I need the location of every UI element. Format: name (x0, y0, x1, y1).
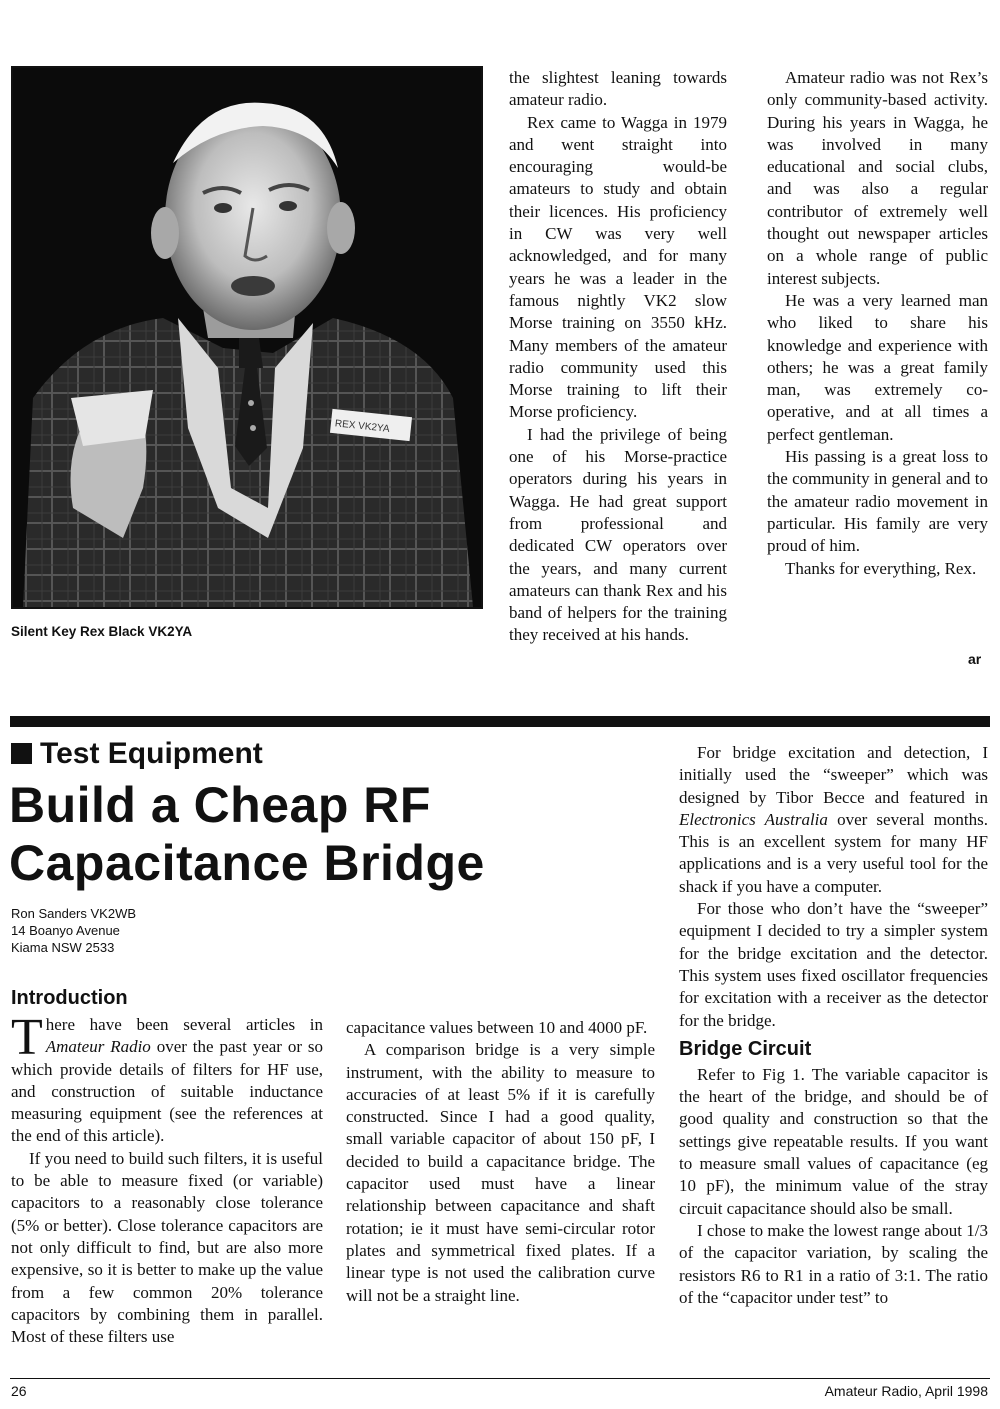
section-kicker (11, 737, 263, 771)
author-street: 14 Boanyo Avenue (11, 923, 120, 938)
obituary-column-2 (509, 67, 727, 647)
article-col3-paragraph: For bridge excitation and detection, I initially used the “sweeper” which was designed by Tibor Becce and featured in Electronics Australia over several months. This is an excellent system for many HF applications and is a very useful tool for the shack if you have a computer. (679, 743, 988, 896)
article-column-1 (11, 987, 323, 1348)
kicker-square-icon (11, 743, 32, 764)
footer-rule (10, 1378, 990, 1379)
article-col2-paragraph: capacitance values between 10 and 4000 pF. (346, 1018, 648, 1037)
sweeper-text (679, 742, 988, 1032)
name-badge-text: REX VK2YA (334, 418, 391, 435)
page-number: 26 (11, 1383, 27, 1399)
obit-col2-paragraph: Rex came to Wagga in 1979 and went straight into encouraging would-be amateurs to study and obtain their licences. His proficiency in CW was very well acknowledged, and for many years he was a leader in the famous nightly VK2 slow Morse training on 3550 kHz. Many members of the amateur radio community used this Morse training to lift their Morse proficiency. (509, 112, 727, 422)
author-block (11, 905, 136, 956)
photo-caption: Silent Key Rex Black VK2YA (11, 624, 193, 639)
end-mark: ar (968, 651, 982, 667)
obituary-column-3 (767, 67, 988, 580)
obit-col2-paragraph: the slightest leaning towards amateur radio. (509, 68, 727, 110)
title-line-2: Capacitance Bridge (9, 835, 485, 891)
author-name: Ron Sanders VK2WB (11, 906, 137, 921)
drop-cap: T (11, 1009, 43, 1066)
intro-paragraph: If you need to build such filters, it is useful to be able to measure fixed (or variable) capacitors to a reasonably close tolerance (5% or better). Close tolerance capacitors are not only difficult to find, but are also more expensive, so it is better to make up the value from a few common 20% tolerance capacitors by combining them in parallel. Most of these filters use (11, 1148, 323, 1347)
intro-paragraph: There have been several articles in Amateur Radio over the past year or so which provide details of filters for HF use, and construction of suitable inductance measuring equipment (see the references at the end of this article). (11, 1009, 324, 1146)
article-col2-paragraph: A comparison bridge is a very simple instrument, with the ability to measure to accuracies of at least 5% if it is carefully constructed. Since I had a good quality, small variable capacitor of about 150 pF, I decided to build a capacitance bridge. The capacitor used must have a linear relationship between capacitance and shaft rotation; ie it must have semi-circular rotor plates and symmetrical fixed plates. If a linear type is not used the calibration curve will not be a straight line. (346, 1040, 655, 1305)
obit-col3-paragraph: His passing is a great loss to the community in general and to the amateur radio movement in particular. His family are very proud of him. (767, 447, 988, 556)
portrait-illustration (13, 68, 481, 607)
intro-heading: Introduction (11, 987, 128, 1009)
bridge-circuit-text (679, 1064, 988, 1309)
intro-body (11, 1009, 324, 1348)
article-column-2 (346, 1017, 655, 1307)
article-title (9, 776, 629, 892)
magazine-issue: Amateur Radio, April 1998 (824, 1383, 988, 1399)
title-line-1: Build a Cheap RF (9, 777, 431, 833)
obit-col3-paragraph: He was a very learned man who liked to share his knowledge and experience with others; he was a great family man, was extremely co-operative, and at all times a perfect gentleman. (767, 290, 988, 444)
portrait-photo (11, 66, 483, 609)
bridge-circuit-paragraph: I chose to make the lowest range about 1/3 of the capacitor variation, by scaling the resistors R6 to R1 in a ratio of 3:1. The ratio of the “capacitor under test” to (679, 1220, 988, 1307)
article-column-3 (679, 742, 988, 1309)
obit-col3-paragraph: Thanks for everything, Rex. (785, 558, 977, 578)
obit-col2-paragraph: I had the privilege of being one of his Morse-practice operators during his years in Wagga. He had great support from professional and dedicated CW operators over the years, and many current amateurs can thank Rex and his band of helpers for the training they received at his hands. (509, 424, 727, 645)
obit-col3-paragraph: Amateur radio was not Rex’s only community-based activity. During his years in Wagga, he was involved in many educational and social clubs, and was also a regular contributor of extremely well thought out newspaper articles on a whole range of public interest subjects. (767, 68, 988, 288)
author-city: Kiama NSW 2533 (11, 940, 115, 955)
article-col3-paragraph: For those who don’t have the “sweeper” equipment I decided to try a simpler system for the bridge excitation and the detector. This system uses fixed oscillator frequencies for excitation with a receiver as the detector for the bridge. (679, 899, 988, 1030)
bridge-circuit-paragraph: Refer to Fig 1. The variable capacitor is the heart of the bridge, and should be of good quality and construction so that the settings give repeatable results. If you want to measure small values of capacitance (eg 10 pF), the minimum value of the stray circuit capacitance should also be small. (679, 1064, 988, 1218)
section-divider (10, 716, 990, 727)
kicker-text: Test Equipment (40, 737, 263, 770)
bridge-circuit-heading: Bridge Circuit (679, 1037, 812, 1060)
